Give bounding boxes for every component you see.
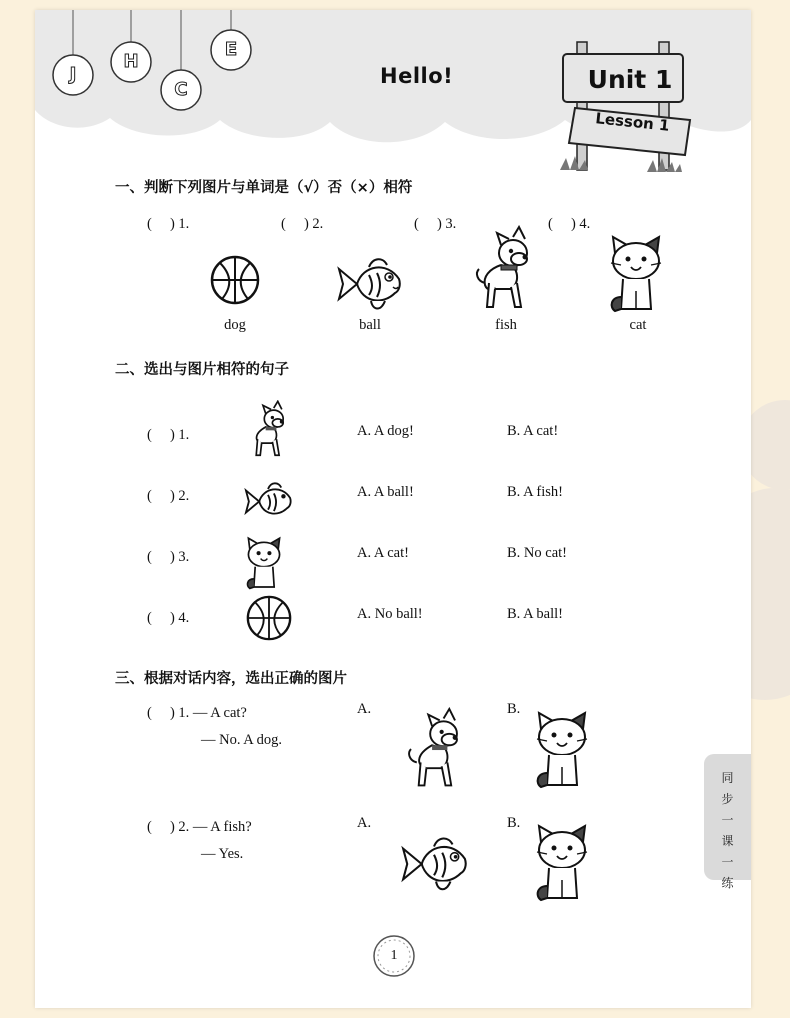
fish-icon[interactable] [399,834,469,894]
answer-blank-label[interactable]: ( ) 1. [147,427,190,443]
dog-icon [471,225,535,317]
dog-icon [245,400,289,462]
dialogue-answer: — Yes. [201,846,244,862]
cat-icon[interactable] [531,710,593,792]
fish-icon [243,480,293,523]
word-label: fish [495,317,517,333]
worksheet-page [35,10,751,1008]
option-b[interactable]: B. [507,815,521,831]
hanging-letter: H [123,51,139,72]
dialogue-answer: — No. A dog. [201,732,282,748]
dialogue-question[interactable]: ( ) 1. — A cat? [147,705,247,721]
cat-icon [605,235,667,315]
option-b[interactable]: B. A cat! [507,423,559,439]
answer-blank-label[interactable]: ( ) 3. [414,216,457,232]
option-b[interactable]: B. No cat! [507,545,567,561]
page-number: 1 [390,948,398,963]
option-a[interactable]: A. [357,815,372,831]
answer-blank-label[interactable]: ( ) 4. [548,216,591,232]
dog-icon[interactable] [403,707,465,795]
page-title: Hello! [380,64,454,88]
fish-icon [335,255,403,313]
option-a[interactable]: A. No ball! [357,606,423,622]
unit-label: Unit 1 [587,65,673,94]
option-b[interactable]: B. A ball! [507,606,563,622]
cat-icon [243,536,285,592]
option-b[interactable]: B. A fish! [507,484,563,500]
word-label: ball [359,317,381,333]
dialogue-question[interactable]: ( ) 2. — A fish? [147,819,252,835]
section-1-heading: 一、判断下列图片与单词是（√）否（×）相符 [115,180,413,196]
lesson-label: Lesson 1 [594,109,671,135]
option-b[interactable]: B. [507,701,521,717]
option-a[interactable]: A. A dog! [357,423,414,439]
word-label: cat [629,317,647,333]
answer-blank-label[interactable]: ( ) 1. [147,216,190,232]
hanging-letter: E [224,39,238,60]
option-a[interactable]: A. A cat! [357,545,409,561]
side-tab [704,754,751,890]
section-2-heading: 二、选出与图片相符的句子 [115,362,289,378]
answer-blank-label[interactable]: ( ) 2. [147,488,190,504]
option-a[interactable]: A. [357,701,372,717]
cat-icon[interactable] [531,823,593,905]
ball-icon [210,255,260,305]
answer-blank-label[interactable]: ( ) 2. [281,216,324,232]
answer-blank-label[interactable]: ( ) 4. [147,610,190,626]
ball-icon [246,595,292,641]
word-label: dog [224,317,246,333]
answer-blank-label[interactable]: ( ) 3. [147,549,190,565]
section-3-heading: 三、根据对话内容，选出正确的图片 [115,671,347,687]
option-a[interactable]: A. A ball! [357,484,414,500]
hanging-letter: C [174,79,188,100]
side-tab-label: 同步一课一练 [721,771,734,890]
hanging-letter: J [69,64,77,85]
